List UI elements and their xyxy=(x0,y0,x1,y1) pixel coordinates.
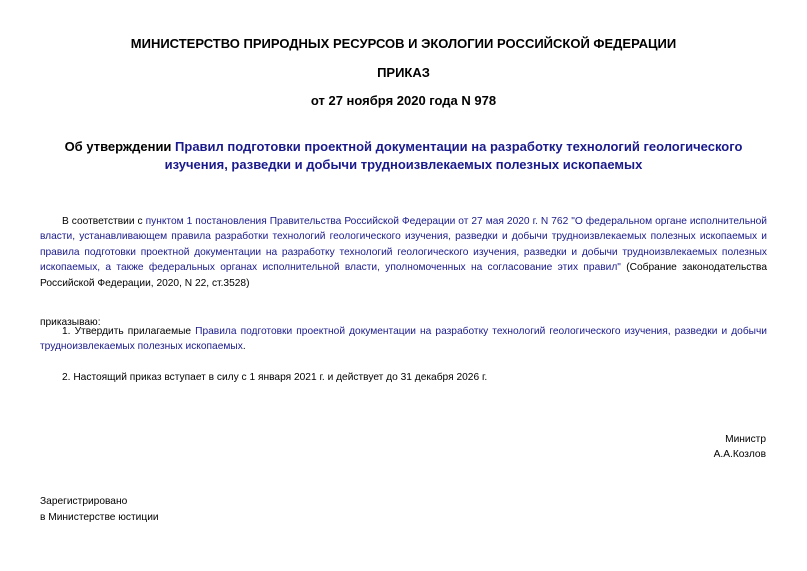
document-date: от 27 ноября 2020 года N 978 xyxy=(310,93,497,108)
order-item-1 xyxy=(40,324,767,355)
registration-line-1: Зарегистрировано xyxy=(40,496,128,507)
preamble-link[interactable]: пунктом 1 постановления Правительства Российской Федерации от 27 мая 2020 г. N 762 "О федеральном органе исполнительной власти, устанавливающем правила разработки технологий геологического изучения, разведки и добычи трудноизвлекаемых полезных ископаемых и правила подготовки проектной документации на разработку технологий геологического изучения, разведки и добычи трудноизвлекаемых полезных ископаемых, а также федеральных органах исполнительной власти, уполномоченных на согласование этих правил" xyxy=(40,216,767,274)
registration-line-2: в Министерстве юстиции xyxy=(40,512,159,523)
document-title xyxy=(40,138,767,174)
document-type: ПРИКАЗ xyxy=(377,65,430,80)
signature-title: Министр xyxy=(725,434,766,445)
preamble-prefix: В соответствии с xyxy=(62,216,146,227)
title-prefix: Об утверждении xyxy=(64,139,176,154)
preamble-suffix: (Собрание законодательства Российской Федерации, 2020, N 22, ст.3528) xyxy=(40,262,767,289)
item-1-prefix: 1. Утвердить прилагаемые xyxy=(62,326,196,337)
preamble-paragraph xyxy=(40,214,767,291)
ministry-heading: МИНИСТЕРСТВО ПРИРОДНЫХ РЕСУРСОВ И ЭКОЛОГИИ РОССИЙСКОЙ ФЕДЕРАЦИИ xyxy=(130,36,677,51)
order-item-2: 2. Настоящий приказ вступает в силу с 1 января 2021 г. и действует до 31 декабря 2026 г. xyxy=(62,372,488,383)
order-word: приказываю: xyxy=(40,317,101,328)
title-link[interactable]: Правил подготовки проектной документации на разработку технологий геологического изучения, разведки и добычи трудноизвлекаемых полезных ископаемых xyxy=(164,139,743,172)
item-1-link[interactable]: Правила подготовки проектной документации на разработку технологий геологического изучения, разведки и добычи трудноизвлекаемых полезных ископаемых xyxy=(40,326,767,353)
item-1-suffix: . xyxy=(242,341,246,353)
signature-name: А.А.Козлов xyxy=(713,449,766,460)
